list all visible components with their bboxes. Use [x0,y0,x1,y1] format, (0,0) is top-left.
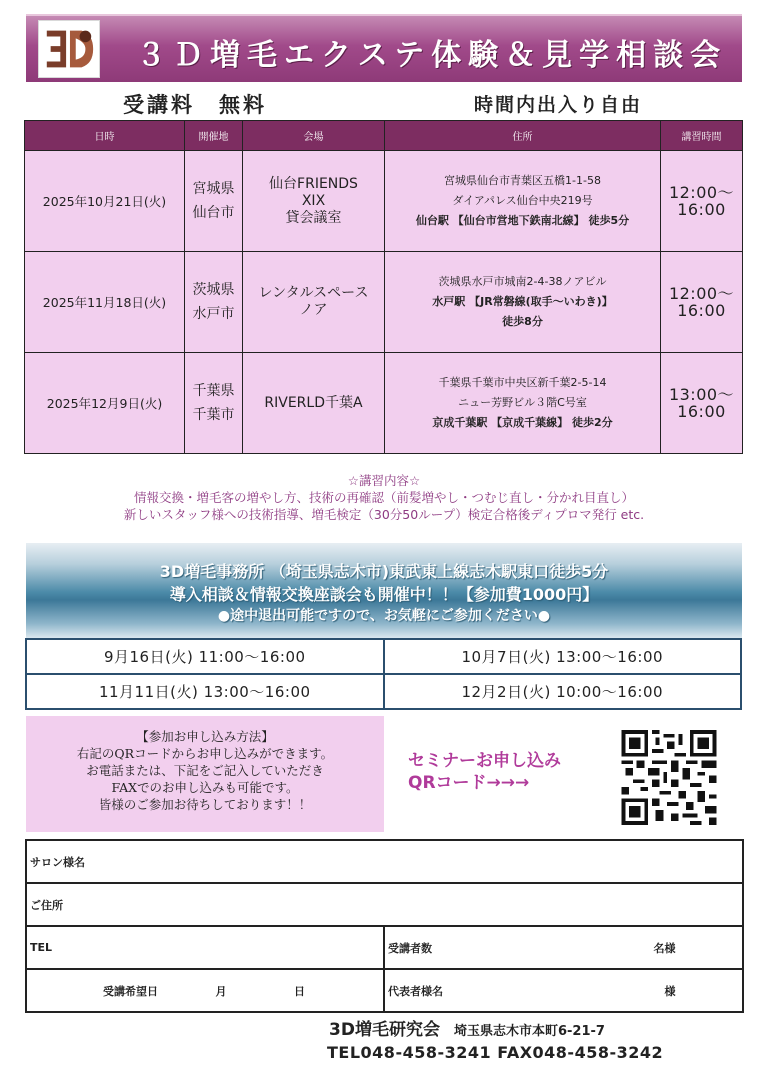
place-city: 千葉市 [192,407,235,423]
table-row [26,674,741,709]
time-end: 16:00 [677,301,726,320]
row-address [385,252,661,353]
column-header-time: 講習時間 [661,121,743,151]
tel-label: TEL [30,941,53,954]
venue-line: RIVERLD千葉A [264,394,363,411]
venue-line: ノア [299,302,328,318]
address-line: 千葉県千葉市中央区新千葉2-5-14 [438,376,607,389]
application-form [25,839,744,1013]
apply-title: 【参加お申し込み方法】 [136,729,274,744]
footer-org [329,1015,605,1040]
address-line: 宮城県仙台市青葉区五橋1-1-58 [444,174,601,187]
content-title: ☆講習内容☆ [347,473,421,488]
apply-line: FAXでのお申し込みも可能です。 [111,780,299,795]
seminar-label [408,750,561,794]
place-prefecture: 茨城県 [192,282,235,298]
venue-line: 仙台FRIENDS [269,175,358,192]
office-banner [26,543,742,638]
course-content [0,472,768,523]
table-header-row [25,121,743,151]
attendees-unit: 名様 [653,941,676,955]
office-dates-table [25,638,742,710]
content-line: 新しいスタッフ様への技術指導、増毛検定（30分50ループ）検定合格後ディプロマ発行 etc. [123,507,645,522]
desired-date-label: 受講希望日 [103,984,158,998]
attendees-label: 受講者数 [388,941,432,955]
footer-contact: TEL048-458-3241 FAX048-458-3242 [327,1043,664,1062]
row-time [661,353,743,454]
office-line: ●途中退出可能ですので、お気軽にご参加ください● [217,608,551,624]
address-access: 徒歩8分 [502,315,543,328]
place-prefecture: 宮城県 [192,181,235,197]
time-start: 12:00～ [668,183,735,202]
row-address [385,353,661,454]
table-row [25,151,743,252]
brand-logo-icon [38,20,100,78]
representative-field[interactable] [384,969,743,1012]
apply-line: 皆様のご参加お待ちしております！！ [98,797,312,812]
address-label: ご住所 [30,898,63,912]
table-row [25,353,743,454]
column-header-address: 住所 [385,121,661,151]
address-field[interactable] [26,883,743,926]
place-city: 仙台市 [192,205,235,221]
column-header-place: 開催地 [185,121,243,151]
row-date: 2025年11月18日(火) [25,252,185,353]
venue-line: 貸会議室 [285,209,342,226]
apply-line: 右記のQRコードからお申し込みができます。 [76,746,334,761]
office-date: 11月11日(火) 13:00～16:00 [26,674,384,709]
row-place [185,252,243,353]
time-start: 12:00～ [668,284,735,303]
office-date: 9月16日(火) 11:00～16:00 [26,639,384,674]
address-line: ダイアパレス仙台中央219号 [452,194,593,207]
row-time [661,252,743,353]
seminar-line: セミナーお申し込み [408,751,561,771]
entry-label: 時間内出入り自由 [474,94,643,116]
office-line: 導入相談＆情報交換座談会も開催中！！【参加費1000円】 [169,585,599,604]
time-start: 13:00～ [668,385,735,404]
representative-label: 代表者様名 [388,984,443,998]
header-banner [26,14,742,82]
page-title: ３Ｄ増毛エクステ体験＆見学相談会 [136,38,728,73]
representative-unit: 様 [664,984,676,998]
attendees-field[interactable] [384,926,743,969]
place-prefecture: 千葉県 [192,383,235,399]
address-access: 仙台駅 【仙台市営地下鉄南北線】 徒歩5分 [415,214,630,227]
office-date: 10月7日(火) 13:00～16:00 [384,639,742,674]
address-access: 京成千葉駅 【京成千葉線】 徒歩2分 [432,416,613,429]
row-venue [243,252,385,353]
table-row [25,252,743,353]
qr-code-icon[interactable] [618,730,720,825]
table-row [26,639,741,674]
place-city: 水戸市 [192,306,235,322]
row-time [661,151,743,252]
org-address: 埼玉県志木市本町6-21-7 [453,1024,605,1039]
row-date: 2025年12月9日(火) [25,353,185,454]
address-access: 水戸駅 【JR常磐線(取手～いわき)】 [432,295,613,308]
row-address [385,151,661,252]
row-place [185,353,243,454]
column-header-date: 日時 [25,121,185,151]
salon-name-field[interactable] [26,840,743,883]
org-name: 3D増毛研究会 [329,1020,440,1040]
fee-label: 受講料 無料 [123,93,267,117]
month-label: 月 [215,984,227,998]
seminar-line: QRコード→→→ [408,773,530,793]
venue-line: XIX [301,192,326,209]
office-date: 12月2日(火) 10:00～16:00 [384,674,742,709]
apply-line: お電話または、下記をご記入していただき [86,763,324,778]
tel-field[interactable] [26,926,384,969]
schedule-table [24,120,743,454]
address-line: 茨城県水戸市城南2-4-38ノアビル [438,275,607,288]
time-end: 16:00 [677,402,726,421]
row-date: 2025年10月21日(火) [25,151,185,252]
content-line: 情報交換・増毛客の増やし方、技術の再確認（前髪増やし・つむじ直し・分かれ目直し） [133,490,634,505]
venue-line: レンタルスペース [258,285,369,301]
desired-date-field[interactable] [26,969,384,1012]
row-place [185,151,243,252]
time-end: 16:00 [677,200,726,219]
day-label: 日 [294,984,305,998]
salon-name-label: サロン様名 [30,855,85,869]
row-venue [243,151,385,252]
application-info [26,716,384,832]
office-line: 3D増毛事務所 （埼玉県志木市)東武東上線志木駅東口徒歩5分 [159,562,609,581]
column-header-venue: 会場 [243,121,385,151]
row-venue [243,353,385,454]
address-line: ニュー芳野ビル３階C号室 [458,396,587,409]
